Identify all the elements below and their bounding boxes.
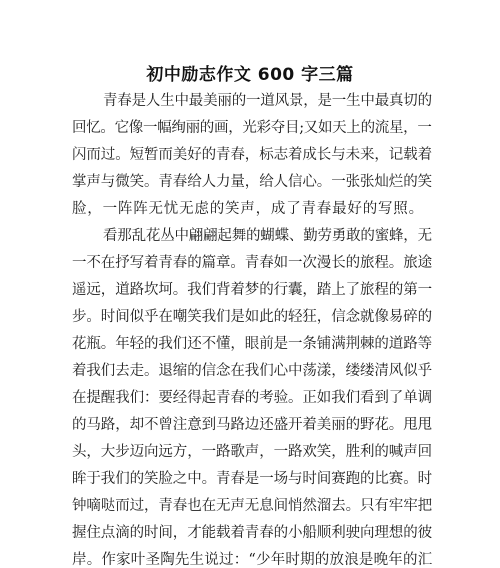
text-line: 步。时间似乎在嘲笑我们是如此的轻狂，信念就像易碎的 (72, 309, 432, 325)
text-line: 着我们去走。退缩的信念在我们心中荡漾，缕缕清风似乎 (72, 363, 432, 379)
text-line: 在提醒我们：要经得起青春的考验。正如我们看到了单调 (72, 390, 432, 406)
text-line: 钟嘀哒而过，青春也在无声无息间悄然溜去。只有牢牢把 (72, 498, 432, 514)
text-line: 眸于我们的笑脸之中。青春是一场与时间赛跑的比赛。时 (72, 471, 432, 487)
text-line: 花瓶。年轻的我们还不懂，眼前是一条铺满荆棘的道路等 (72, 336, 432, 352)
text-line: 看那乱花丛中翩翩起舞的蝴蝶、勤劳勇敢的蜜蜂，无 (103, 228, 432, 244)
text-line: 闪而过。短暂而美好的青春，标志着成长与未来，记载着 (72, 147, 432, 163)
page-title: 初中励志作文 600 字三篇 (146, 65, 354, 85)
text-line: 青春是人生中最美丽的一道风景，是一生中最真切的 (103, 93, 432, 109)
text-line: 掌声与微笑。青春给人力量，给人信心。一张张灿烂的笑 (72, 174, 432, 190)
text-line: 握住点滴的时间，才能载着青春的小船顺利驶向理想的彼 (72, 525, 432, 541)
text-line: 脸，一阵阵无忧无虑的笑声，成了青春最好的写照。 (72, 201, 424, 217)
text-line: 岸。作家叶圣陶先生说过：“少年时期的放浪是晚年的汇 (72, 552, 433, 568)
text-line: 一不在抒写着青春的篇章。青春如一次漫长的旅程。旅途 (72, 255, 432, 271)
text-line: 头，大步迈向远方，一路歌声，一路欢笑，胜利的喊声回 (72, 444, 432, 460)
text-line: 的马路，却不曾注意到马路边还盛开着美丽的野花。甩甩 (72, 417, 432, 433)
text-line: 遥远，道路坎坷。我们背着梦的行囊，踏上了旅程的第一 (72, 282, 432, 298)
text-line: 回忆。它像一幅绚丽的画，光彩夺目;又如天上的流星，一 (72, 120, 432, 136)
